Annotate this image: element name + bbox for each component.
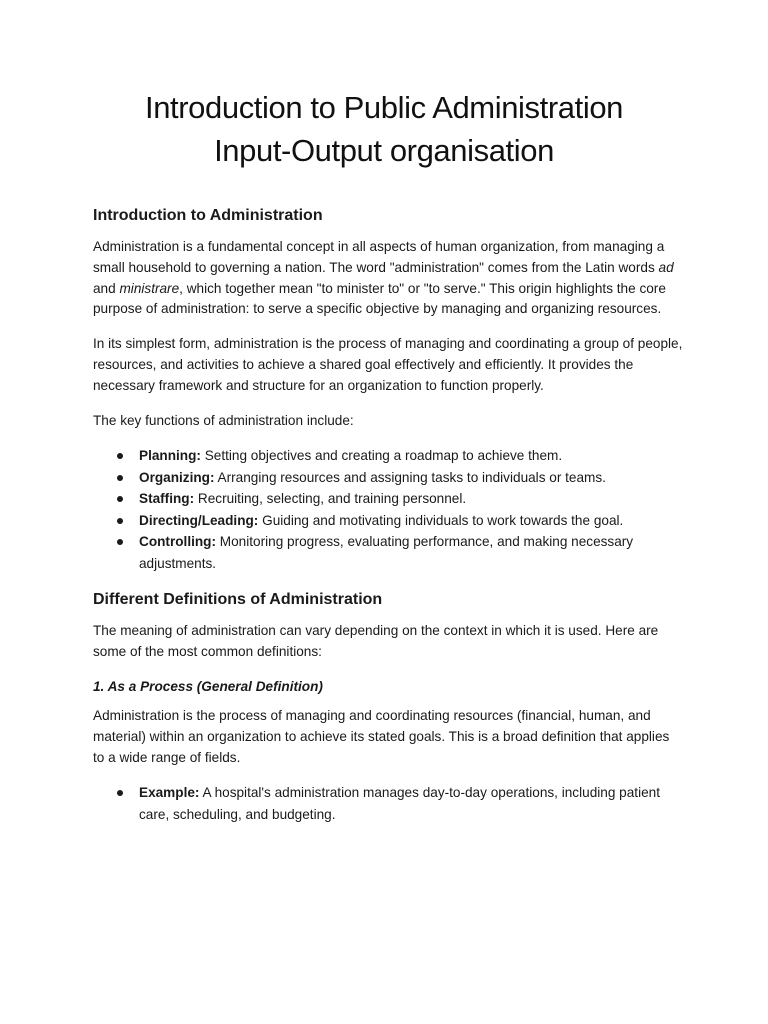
paragraph-etymology (93, 237, 683, 320)
paragraph-definitions-intro: The meaning of administration can vary depending on the context in which it is used. Here are some of the most common definitions: (93, 623, 659, 660)
list-item (93, 467, 683, 489)
section-heading-introduction: Introduction to Administration (93, 207, 323, 224)
list-item (93, 445, 683, 467)
latin-word-ad: ad (658, 259, 674, 275)
latin-word-ministrare: ministrare (119, 280, 180, 296)
function-desc: Arranging resources and assigning tasks to individuals or teams. (214, 469, 606, 485)
function-term: Directing/Leading: (139, 512, 259, 528)
paragraph-key-functions-intro: The key functions of administration include: (93, 412, 354, 428)
list-item (93, 510, 683, 532)
function-desc: Recruiting, selecting, and training personnel. (194, 491, 467, 507)
section-heading-definitions: Different Definitions of Administration (93, 591, 383, 609)
paragraph-simplest-form: In its simplest form, administration is the process of managing and coordinating a group of people, resources, and activities to achieve a shared goal effectively and efficiently. It provides the necessary framework and structure for an organization to function properly. (93, 336, 683, 393)
example-term: Example: (139, 785, 200, 801)
function-term: Organizing: (139, 469, 215, 485)
function-desc: Monitoring progress, evaluating performance, and making necessary adjustments. (139, 534, 634, 571)
key-functions-list (93, 445, 683, 574)
function-term: Controlling: (139, 534, 217, 550)
function-desc: Setting objectives and creating a roadmap to achieve them. (200, 448, 563, 464)
etymology-text-c: , which together mean "to minister to" or "to serve." This origin highlights the core purpose of administration: to serve a specific objective by managing and organizing resources. (93, 280, 666, 317)
title-line-1: Introduction to Public Administration (144, 90, 624, 125)
etymology-text-a: Administration is a fundamental concept in all aspects of human organization, from managing a small household to governing a nation. The word "administration" comes from the Latin words (93, 239, 665, 275)
list-item (93, 488, 683, 510)
list-item (93, 531, 683, 574)
example-desc: A hospital's administration manages day-to-day operations, including patient care, scheduling, and budgeting. (139, 785, 660, 822)
paragraph-process-definition: Administration is the process of managing and coordinating resources (financial, human, and material) within an organization to achieve its stated goals. This is a broad definition that applies to a wide range of fields. (93, 707, 670, 765)
document-title (0, 86, 768, 172)
subheading-as-a-process: 1. As a Process (General Definition) (93, 678, 323, 694)
document-body (93, 204, 683, 839)
example-list (93, 782, 683, 825)
etymology-text-b: and (93, 280, 120, 296)
list-item (93, 782, 683, 825)
function-desc: Guiding and motivating individuals to work towards the goal. (258, 512, 624, 528)
function-term: Staffing: (139, 491, 195, 507)
function-term: Planning: (139, 448, 201, 464)
title-line-2: Input-Output organisation (214, 133, 554, 168)
